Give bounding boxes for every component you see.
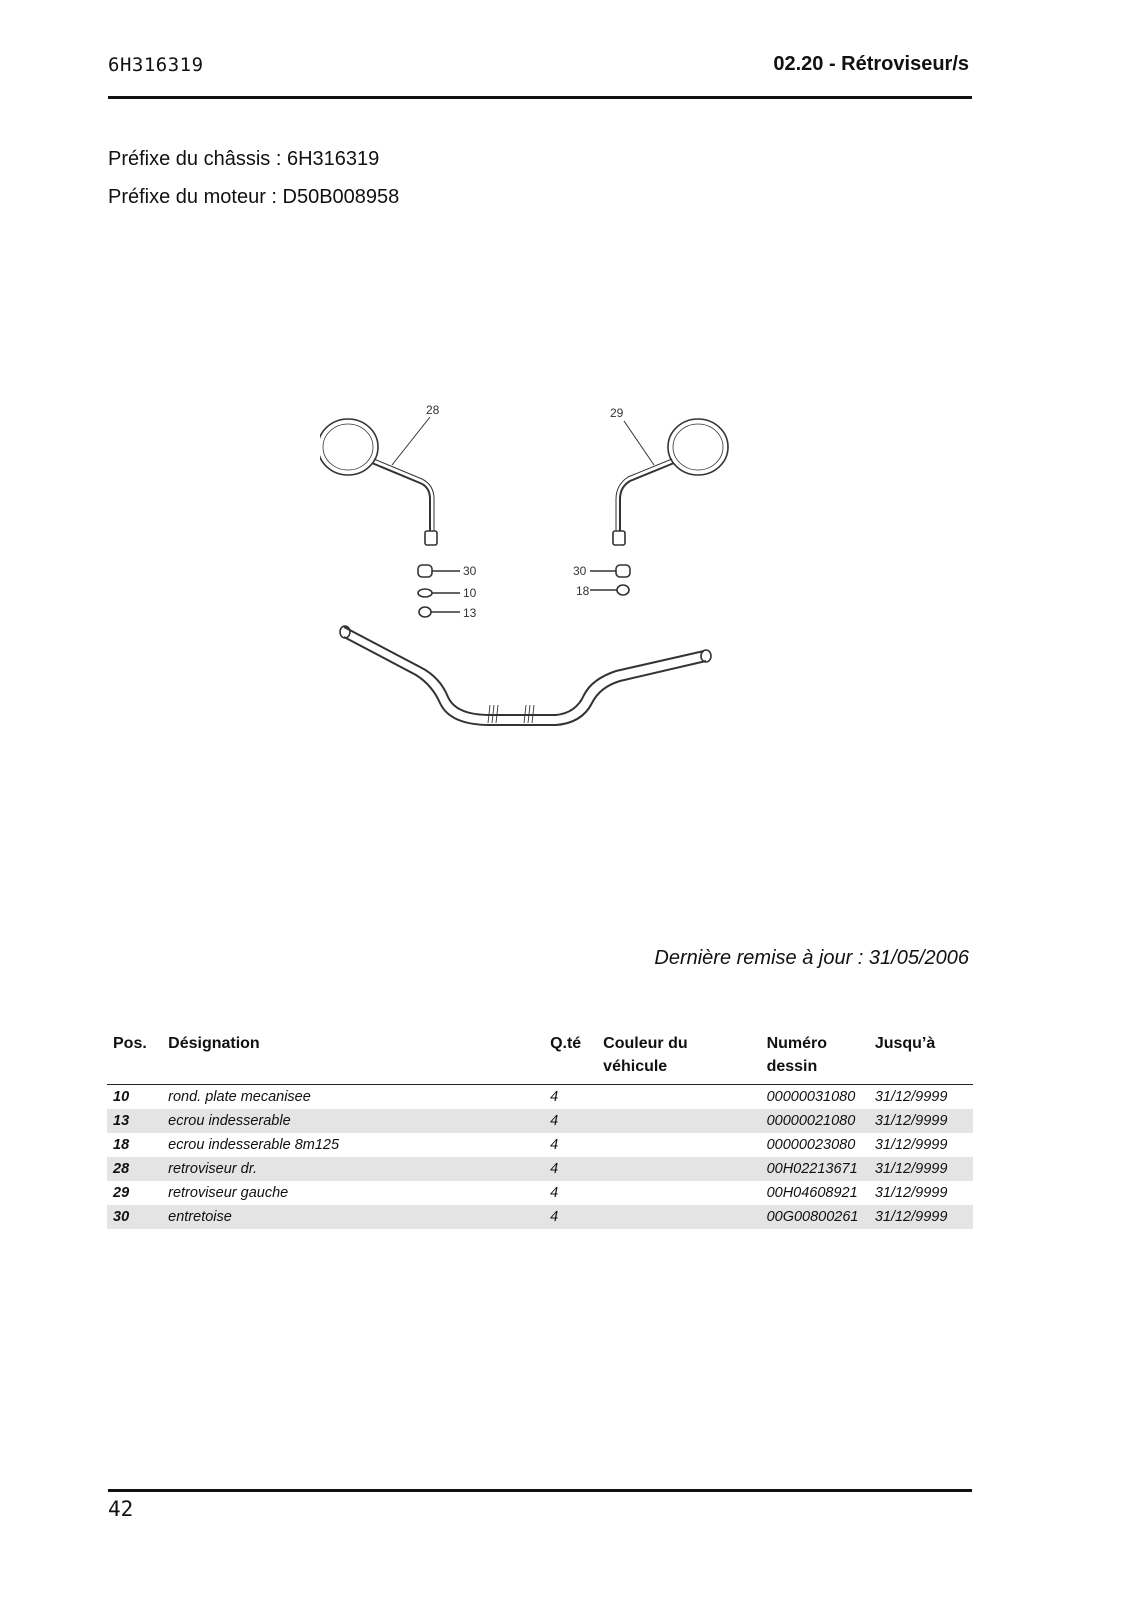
row-pos: 30 [107,1205,162,1229]
row-color [597,1085,760,1110]
row-until: 31/12/9999 [874,1137,948,1153]
row-color [597,1157,760,1181]
header-color-line2: véhicule [603,1058,668,1075]
row-number: 00000031080 [766,1089,856,1105]
row-pos: 13 [107,1109,162,1133]
row-pos: 10 [113,1089,130,1105]
right-spacer [616,565,630,577]
header-rule [108,96,972,99]
row-designation: ecrou indesserable 8m125 [168,1137,340,1153]
row-pos: 18 [113,1137,130,1153]
section-title: 02.20 - Rétroviseur/s [773,53,969,75]
row-color [597,1205,760,1229]
callout-28: 28 [426,405,440,417]
exploded-parts-diagram [320,405,740,765]
table-row [107,1205,973,1229]
header-code: 6H316319 [108,54,204,76]
callout-18: 18 [576,584,590,598]
header-designation: Désignation [162,1026,544,1085]
header-qty: Q.té [544,1026,597,1085]
page-number: 42 [108,1497,134,1521]
row-until: 31/12/9999 [869,1109,973,1133]
right-nut [617,585,629,595]
row-number: 00G00800261 [761,1205,869,1229]
row-qty: 4 [550,1137,559,1153]
row-number: 00H02213671 [761,1157,869,1181]
row-designation: retroviseur gauche [168,1185,289,1201]
header-number [761,1026,869,1085]
row-designation: ecrou indesserable [162,1109,544,1133]
left-mirror-head [320,419,378,475]
table-row [107,1157,973,1181]
left-nut [419,607,431,617]
callout-13: 13 [463,606,477,620]
header-until: Jusqu’à [869,1026,973,1085]
row-number: 00000021080 [761,1109,869,1133]
row-designation: entretoise [162,1205,544,1229]
callout-29: 29 [610,406,624,420]
right-mirror-head [668,419,728,475]
left-spacer [418,565,432,577]
row-color [597,1109,760,1133]
left-mirror-stem [372,463,430,531]
callout-30-left: 30 [463,564,477,578]
table-row [107,1109,973,1133]
row-pos: 29 [113,1185,130,1201]
row-qty: 4 [550,1185,559,1201]
table-header-row [107,1026,973,1085]
header-pos: Pos. [107,1026,162,1085]
parts-table [107,1026,973,1229]
row-until: 31/12/9999 [874,1185,948,1201]
row-number: 00H04608921 [766,1185,858,1201]
table-row [107,1133,973,1157]
right-mirror-stem [620,463,674,531]
row-qty: 4 [544,1109,597,1133]
last-update: Dernière remise à jour : 31/05/2006 [654,947,969,969]
row-qty: 4 [544,1205,597,1229]
callout-10: 10 [463,586,477,600]
engine-prefix: Préfixe du moteur : D50B008958 [108,186,400,208]
row-designation: retroviseur dr. [162,1157,544,1181]
header-number-line2: dessin [766,1058,818,1075]
row-qty: 4 [550,1089,559,1105]
footer-rule [108,1489,972,1492]
table-row [107,1181,973,1205]
row-until: 31/12/9999 [874,1089,948,1105]
row-color [597,1181,760,1205]
table-row [107,1085,973,1110]
chassis-prefix: Préfixe du châssis : 6H316319 [108,148,380,170]
row-color [597,1133,760,1157]
row-designation: rond. plate mecanisee [168,1089,311,1105]
header-color-line1: Couleur du [603,1035,688,1052]
header-color [597,1026,760,1085]
row-pos: 28 [107,1157,162,1181]
row-number: 00000023080 [766,1137,856,1153]
row-qty: 4 [544,1157,597,1181]
row-until: 31/12/9999 [869,1205,973,1229]
row-until: 31/12/9999 [869,1157,973,1181]
callout-30-right: 30 [573,564,587,578]
left-washer [418,589,432,597]
handlebar [344,627,704,715]
header-number-line1: Numéro [766,1035,828,1052]
